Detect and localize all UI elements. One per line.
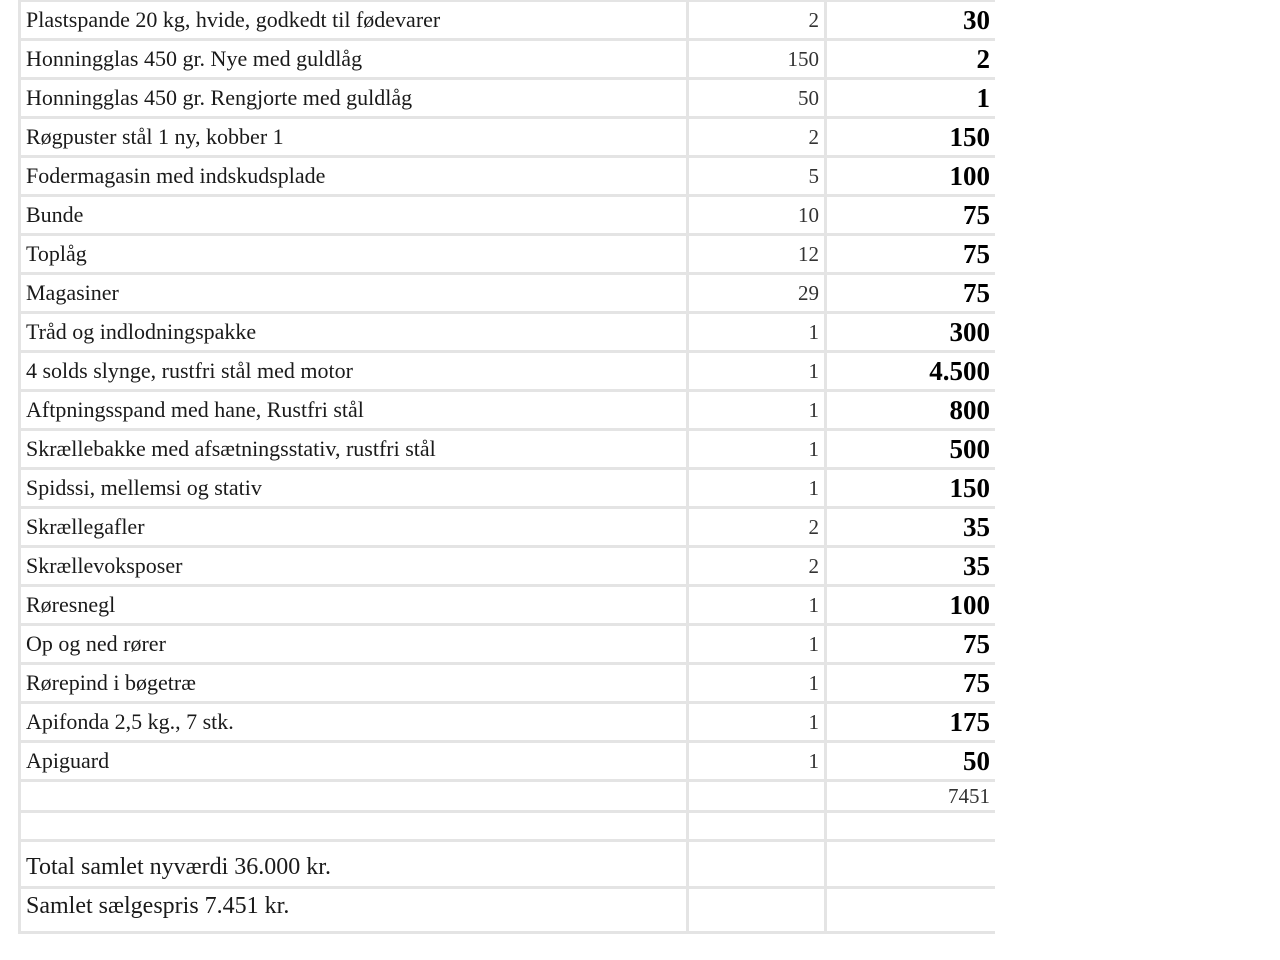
sum-row-value-cell[interactable]: 7451 xyxy=(826,781,996,812)
description-cell[interactable]: Aftpningsspand med hane, Rustfri stål xyxy=(20,391,688,430)
blank-row xyxy=(20,812,996,841)
description-cell[interactable]: Toplåg xyxy=(20,235,688,274)
sum-row-quantity-cell[interactable] xyxy=(688,781,826,812)
price-cell[interactable]: 150 xyxy=(826,118,996,157)
table-row xyxy=(20,118,996,157)
description-cell[interactable]: Honningglas 450 gr. Rengjorte med guldlåg xyxy=(20,79,688,118)
quantity-cell[interactable]: 1 xyxy=(688,391,826,430)
price-cell[interactable]: 800 xyxy=(826,391,996,430)
quantity-cell[interactable]: 1 xyxy=(688,742,826,781)
total-row-price-cell[interactable] xyxy=(826,841,996,888)
quantity-cell[interactable]: 1 xyxy=(688,352,826,391)
price-cell[interactable]: 75 xyxy=(826,235,996,274)
price-cell[interactable]: 75 xyxy=(826,274,996,313)
total-row-quantity-cell[interactable] xyxy=(688,841,826,888)
quantity-cell[interactable]: 150 xyxy=(688,40,826,79)
partially-visible-quantity-cell[interactable] xyxy=(688,888,826,933)
quantity-cell[interactable]: 2 xyxy=(688,547,826,586)
table-row xyxy=(20,313,996,352)
description-cell[interactable]: Skrællegafler xyxy=(20,508,688,547)
price-cell[interactable]: 35 xyxy=(826,547,996,586)
partially-visible-row xyxy=(20,888,996,933)
total-text-cell[interactable]: Total samlet nyværdi 36.000 kr. xyxy=(20,841,688,888)
price-cell[interactable]: 2 xyxy=(826,40,996,79)
items-table xyxy=(18,0,995,934)
price-cell[interactable]: 4.500 xyxy=(826,352,996,391)
price-cell[interactable]: 500 xyxy=(826,430,996,469)
quantity-cell[interactable]: 2 xyxy=(688,118,826,157)
sum-row-description-cell[interactable] xyxy=(20,781,688,812)
table-row xyxy=(20,547,996,586)
quantity-cell[interactable]: 1 xyxy=(688,469,826,508)
table-row xyxy=(20,40,996,79)
description-cell[interactable]: Fodermagasin med indskudsplade xyxy=(20,157,688,196)
price-cell[interactable]: 100 xyxy=(826,586,996,625)
price-cell[interactable]: 50 xyxy=(826,742,996,781)
price-cell[interactable]: 75 xyxy=(826,196,996,235)
blank-row-description-cell[interactable] xyxy=(20,812,688,841)
table-row xyxy=(20,196,996,235)
sum-row xyxy=(20,781,996,812)
description-cell[interactable]: Røgpuster stål 1 ny, kobber 1 xyxy=(20,118,688,157)
description-cell[interactable]: Tråd og indlodningspakke xyxy=(20,313,688,352)
total-row xyxy=(20,841,996,888)
quantity-cell[interactable]: 29 xyxy=(688,274,826,313)
spreadsheet xyxy=(18,0,995,960)
price-cell[interactable]: 300 xyxy=(826,313,996,352)
description-cell[interactable]: Op og ned rører xyxy=(20,625,688,664)
quantity-cell[interactable]: 5 xyxy=(688,157,826,196)
quantity-cell[interactable]: 2 xyxy=(688,508,826,547)
description-cell[interactable]: Magasiner xyxy=(20,274,688,313)
price-cell[interactable]: 30 xyxy=(826,1,996,40)
description-cell[interactable]: Apifonda 2,5 kg., 7 stk. xyxy=(20,703,688,742)
blank-row-price-cell[interactable] xyxy=(826,812,996,841)
table-row xyxy=(20,391,996,430)
description-cell[interactable]: Spidssi, mellemsi og stativ xyxy=(20,469,688,508)
table-row xyxy=(20,703,996,742)
table-row xyxy=(20,274,996,313)
quantity-cell[interactable]: 1 xyxy=(688,664,826,703)
price-cell[interactable]: 150 xyxy=(826,469,996,508)
blank-row-quantity-cell[interactable] xyxy=(688,812,826,841)
description-cell[interactable]: Plastspande 20 kg, hvide, godkedt til fødevarer xyxy=(20,1,688,40)
table-row xyxy=(20,469,996,508)
table-row xyxy=(20,742,996,781)
price-cell[interactable]: 75 xyxy=(826,625,996,664)
description-cell[interactable]: Skrællebakke med afsætningsstativ, rustfri stål xyxy=(20,430,688,469)
table-row xyxy=(20,625,996,664)
quantity-cell[interactable]: 2 xyxy=(688,1,826,40)
quantity-cell[interactable]: 10 xyxy=(688,196,826,235)
table-row xyxy=(20,586,996,625)
price-cell[interactable]: 1 xyxy=(826,79,996,118)
price-cell[interactable]: 35 xyxy=(826,508,996,547)
quantity-cell[interactable]: 50 xyxy=(688,79,826,118)
table-row xyxy=(20,664,996,703)
table-row xyxy=(20,235,996,274)
quantity-cell[interactable]: 12 xyxy=(688,235,826,274)
items-table-body xyxy=(20,1,996,781)
table-row xyxy=(20,508,996,547)
table-row xyxy=(20,352,996,391)
quantity-cell[interactable]: 1 xyxy=(688,313,826,352)
table-row xyxy=(20,79,996,118)
description-cell[interactable]: Honningglas 450 gr. Nye med guldlåg xyxy=(20,40,688,79)
table-row xyxy=(20,430,996,469)
price-cell[interactable]: 175 xyxy=(826,703,996,742)
description-cell[interactable]: Skrællevoksposer xyxy=(20,547,688,586)
description-cell[interactable]: Røresnegl xyxy=(20,586,688,625)
partially-visible-price-cell[interactable] xyxy=(826,888,996,933)
price-cell[interactable]: 100 xyxy=(826,157,996,196)
quantity-cell[interactable]: 1 xyxy=(688,586,826,625)
price-cell[interactable]: 75 xyxy=(826,664,996,703)
partially-visible-text-cell[interactable]: Samlet sælgespris 7.451 kr. xyxy=(20,888,688,933)
quantity-cell[interactable]: 1 xyxy=(688,703,826,742)
description-cell[interactable]: Apiguard xyxy=(20,742,688,781)
description-cell[interactable]: Bunde xyxy=(20,196,688,235)
table-row xyxy=(20,157,996,196)
quantity-cell[interactable]: 1 xyxy=(688,625,826,664)
summary-body xyxy=(20,781,996,933)
quantity-cell[interactable]: 1 xyxy=(688,430,826,469)
description-cell[interactable]: Rørepind i bøgetræ xyxy=(20,664,688,703)
table-row xyxy=(20,1,996,40)
description-cell[interactable]: 4 solds slynge, rustfri stål med motor xyxy=(20,352,688,391)
